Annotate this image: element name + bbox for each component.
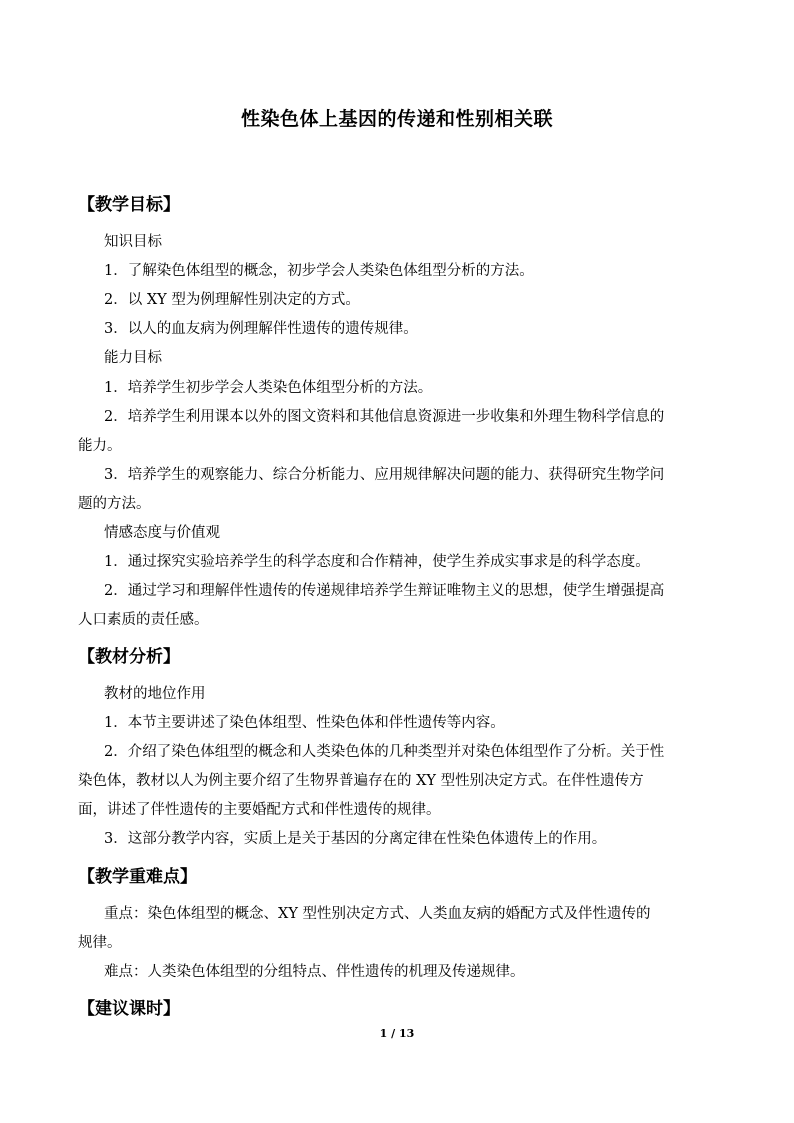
ability-item-2: 2．培养学生利用课本以外的图文资料和其他信息资源进一步收集和外理生物科学信息的 [104,409,665,425]
analysis-item-1: 1．本节主要讲述了染色体组型、性染色体和伴性遗传等内容。 [104,715,505,731]
emotion-item-2: 2．通过学习和理解伴性遗传的传递规律培养学生辩证唯物主义的思想，使学生增强提高 [104,583,665,599]
heading-analysis: 【教材分析】 [78,647,180,667]
document-title: 性染色体上基因的传递和性别相关联 [240,108,553,130]
ability-item-3: 3．培养学生的观察能力、综合分析能力、应用规律解决问题的能力、获得研究生物学问 [104,467,665,483]
knowledge-item-3: 3．以人的血友病为例理解伴性遗传的遗传规律。 [104,321,418,337]
ability-item-3-cont: 题的方法。 [78,496,151,512]
heading-hours: 【建议课时】 [78,999,180,1019]
ability-label: 能力目标 [104,350,162,366]
analysis-item-3: 3．这部分教学内容，实质上是关于基因的分离定律在性染色体遗传上的作用。 [104,831,607,847]
analysis-item-2: 2．介绍了染色体组型的概念和人类染色体的几种类型并对染色体组型作了分析。关于性 [104,744,665,760]
ability-item-2-cont: 能力。 [78,438,122,454]
analysis-item-2-cont-2: 面，讲述了伴性遗传的主要婚配方式和伴性遗传的规律。 [78,802,441,818]
ability-item-1: 1．培养学生初步学会人类染色体组型分析的方法。 [104,380,433,396]
emotion-label: 情感态度与价值观 [104,525,220,541]
key-point: 重点：染色体组型的概念、XY 型性别决定方式、人类血友病的婚配方式及伴性遗传的 [104,906,651,922]
difficult-point: 难点：人类染色体组型的分组特点、伴性遗传的机理及传递规律。 [104,964,525,980]
knowledge-item-1: 1．了解染色体组型的概念，初步学会人类染色体组型分析的方法。 [104,263,534,279]
emotion-item-1: 1．通过探究实验培养学生的科学态度和合作精神，使学生养成实事求是的科学态度。 [104,554,650,570]
analysis-item-2-cont-1: 染色体，教材以人为例主要介绍了生物界普遍存在的 XY 型性别决定方式。在伴性遗传方 [78,773,644,789]
heading-objectives: 【教学目标】 [78,195,180,215]
analysis-label: 教材的地位作用 [104,686,206,702]
emotion-item-2-cont: 人口素质的责任感。 [78,612,209,628]
heading-key-points: 【教学重难点】 [78,867,197,887]
knowledge-label: 知识目标 [104,234,162,250]
key-point-cont: 规律。 [78,935,122,951]
knowledge-item-2: 2．以 XY 型为例理解性别决定的方式。 [104,292,360,308]
page-number: 1 / 13 [379,1027,415,1040]
